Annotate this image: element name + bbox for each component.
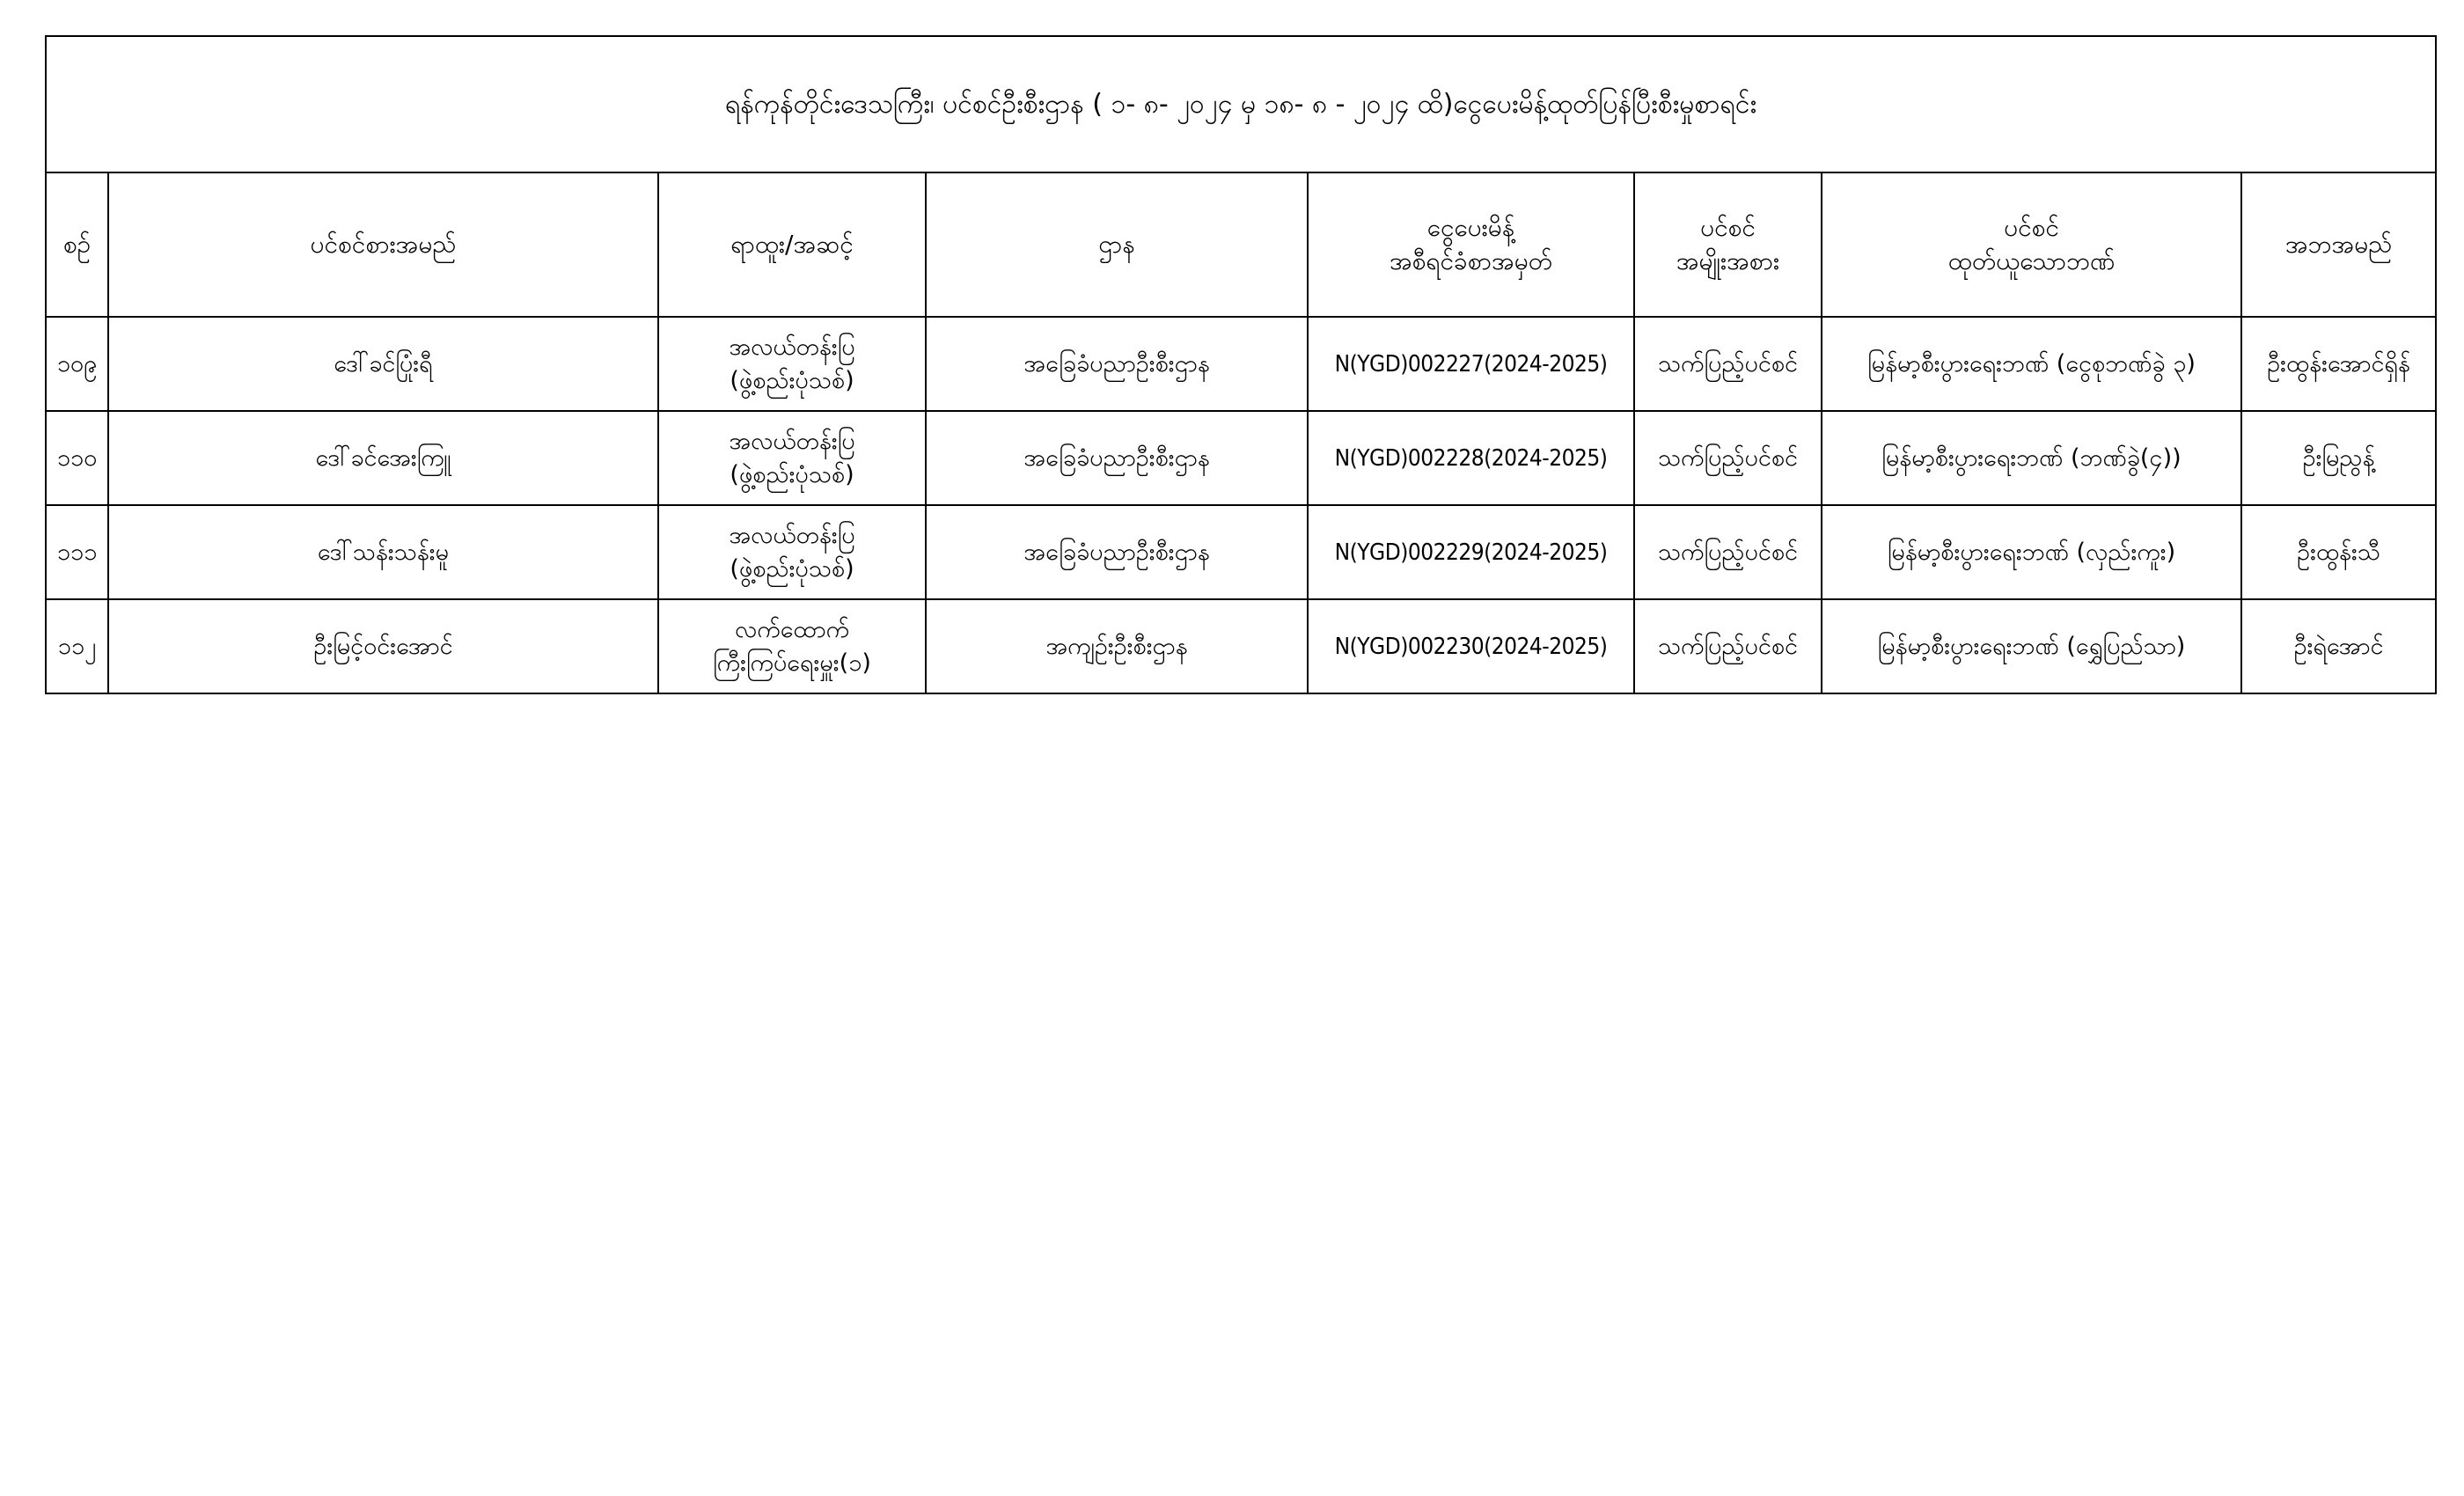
pension-type-cell: သက်ပြည့်ပင်စင် [1634,599,1822,693]
header-bank-line2: ထုတ်ယူသောဘဏ် [1947,246,2116,275]
pensioner-name-cell: ဒေါ်သန်းသန်းမူ [108,505,658,599]
paying-bank-cell: မြန်မာ့စီးပွားရေးဘဏ် (လှည်းကူး) [1822,505,2241,599]
rank-line2: (ဖွဲ့စည်းပုံသစ်) [730,460,854,488]
document-title: ရန်ကုန်တိုင်းဒေသကြီး၊ ပင်စင်ဦးစီးဌာန ( ၁- ၈- ၂၀၂၄ မှ ၁၈- ၈ - ၂၀၂၄ ထိ)ငွေပေးမိန့်ထုတ်ပြန်ပြီးစီးမှုစာရင်း [46,36,2436,172]
table-row [46,317,2436,411]
header-permit-line2: အစီရင်ခံစာအမှတ် [1389,246,1553,275]
rank-cell [658,317,926,411]
father-name-cell: ဦးမြညွန့် [2241,411,2436,505]
pension-type-cell: သက်ပြည့်ပင်စင် [1634,411,1822,505]
header-rank: ရာထူး/အဆင့် [658,172,926,317]
header-permit-number [1308,172,1634,317]
title-row [46,36,2436,172]
rank-line1: အလယ်တန်းပြ [729,521,855,549]
rank-cell [658,599,926,693]
header-row [46,172,2436,317]
header-bank-line1: ပင်စင် [2004,213,2059,242]
pensioner-name-cell: ဦးမြင့်ဝင်းအောင် [108,599,658,693]
rank-line1: အလယ်တန်းပြ [729,427,855,455]
header-permit-line1: ငွေပေးမိန့် [1426,213,1515,242]
header-paying-bank [1822,172,2241,317]
header-type-line2: အမျိုးအစား [1676,246,1780,275]
header-department: ဌာန [926,172,1308,317]
header-pension-type [1634,172,1822,317]
pensioner-name-cell: ဒေါ်ခင်ပြုံးရီ [108,317,658,411]
rank-line1: အလယ်တန်းပြ [729,333,855,361]
rank-cell [658,411,926,505]
rank-line2: ကြီးကြပ်ရေးမှူး(၁) [713,649,871,677]
header-father-name: အဘအမည် [2241,172,2436,317]
department-cell: အခြေခံပညာဦးစီးဌာန [926,505,1308,599]
father-name-cell: ဦးရဲအောင် [2241,599,2436,693]
pension-type-cell: သက်ပြည့်ပင်စင် [1634,317,1822,411]
rank-line1: လက်ထောက် [734,615,850,643]
rank-line2: (ဖွဲ့စည်းပုံသစ်) [730,366,854,394]
pension-type-cell: သက်ပြည့်ပင်စင် [1634,505,1822,599]
table-row [46,599,2436,693]
permit-number-cell: N(YGD)002227(2024-2025) [1308,317,1634,411]
rank-line2: (ဖွဲ့စည်းပုံသစ်) [730,554,854,583]
header-serial-no: စဉ် [46,172,108,317]
serial-no-cell: ၁၀၉ [46,317,108,411]
pension-list-table [45,35,2437,694]
paying-bank-cell: မြန်မာ့စီးပွားရေးဘဏ် (ဘဏ်ခွဲ(၄)) [1822,411,2241,505]
department-cell: အကျဉ်းဦးစီးဌာန [926,599,1308,693]
rank-cell [658,505,926,599]
header-pensioner-name: ပင်စင်စားအမည် [108,172,658,317]
paying-bank-cell: မြန်မာ့စီးပွားရေးဘဏ် (ရွှေပြည်သာ) [1822,599,2241,693]
pensioner-name-cell: ဒေါ်ခင်အေးကြူ [108,411,658,505]
father-name-cell: ဦးထွန်းအောင်ရှိန် [2241,317,2436,411]
table-row [46,505,2436,599]
paying-bank-cell: မြန်မာ့စီးပွားရေးဘဏ် (ငွေစုဘဏ်ခွဲ ၃) [1822,317,2241,411]
header-type-line1: ပင်စင် [1700,213,1756,242]
serial-no-cell: ၁၁၁ [46,505,108,599]
permit-number-cell: N(YGD)002228(2024-2025) [1308,411,1634,505]
serial-no-cell: ၁၁၂ [46,599,108,693]
table-row [46,411,2436,505]
father-name-cell: ဦးထွန်းသီ [2241,505,2436,599]
department-cell: အခြေခံပညာဦးစီးဌာန [926,317,1308,411]
permit-number-cell: N(YGD)002229(2024-2025) [1308,505,1634,599]
permit-number-cell: N(YGD)002230(2024-2025) [1308,599,1634,693]
department-cell: အခြေခံပညာဦးစီးဌာန [926,411,1308,505]
serial-no-cell: ၁၁၀ [46,411,108,505]
